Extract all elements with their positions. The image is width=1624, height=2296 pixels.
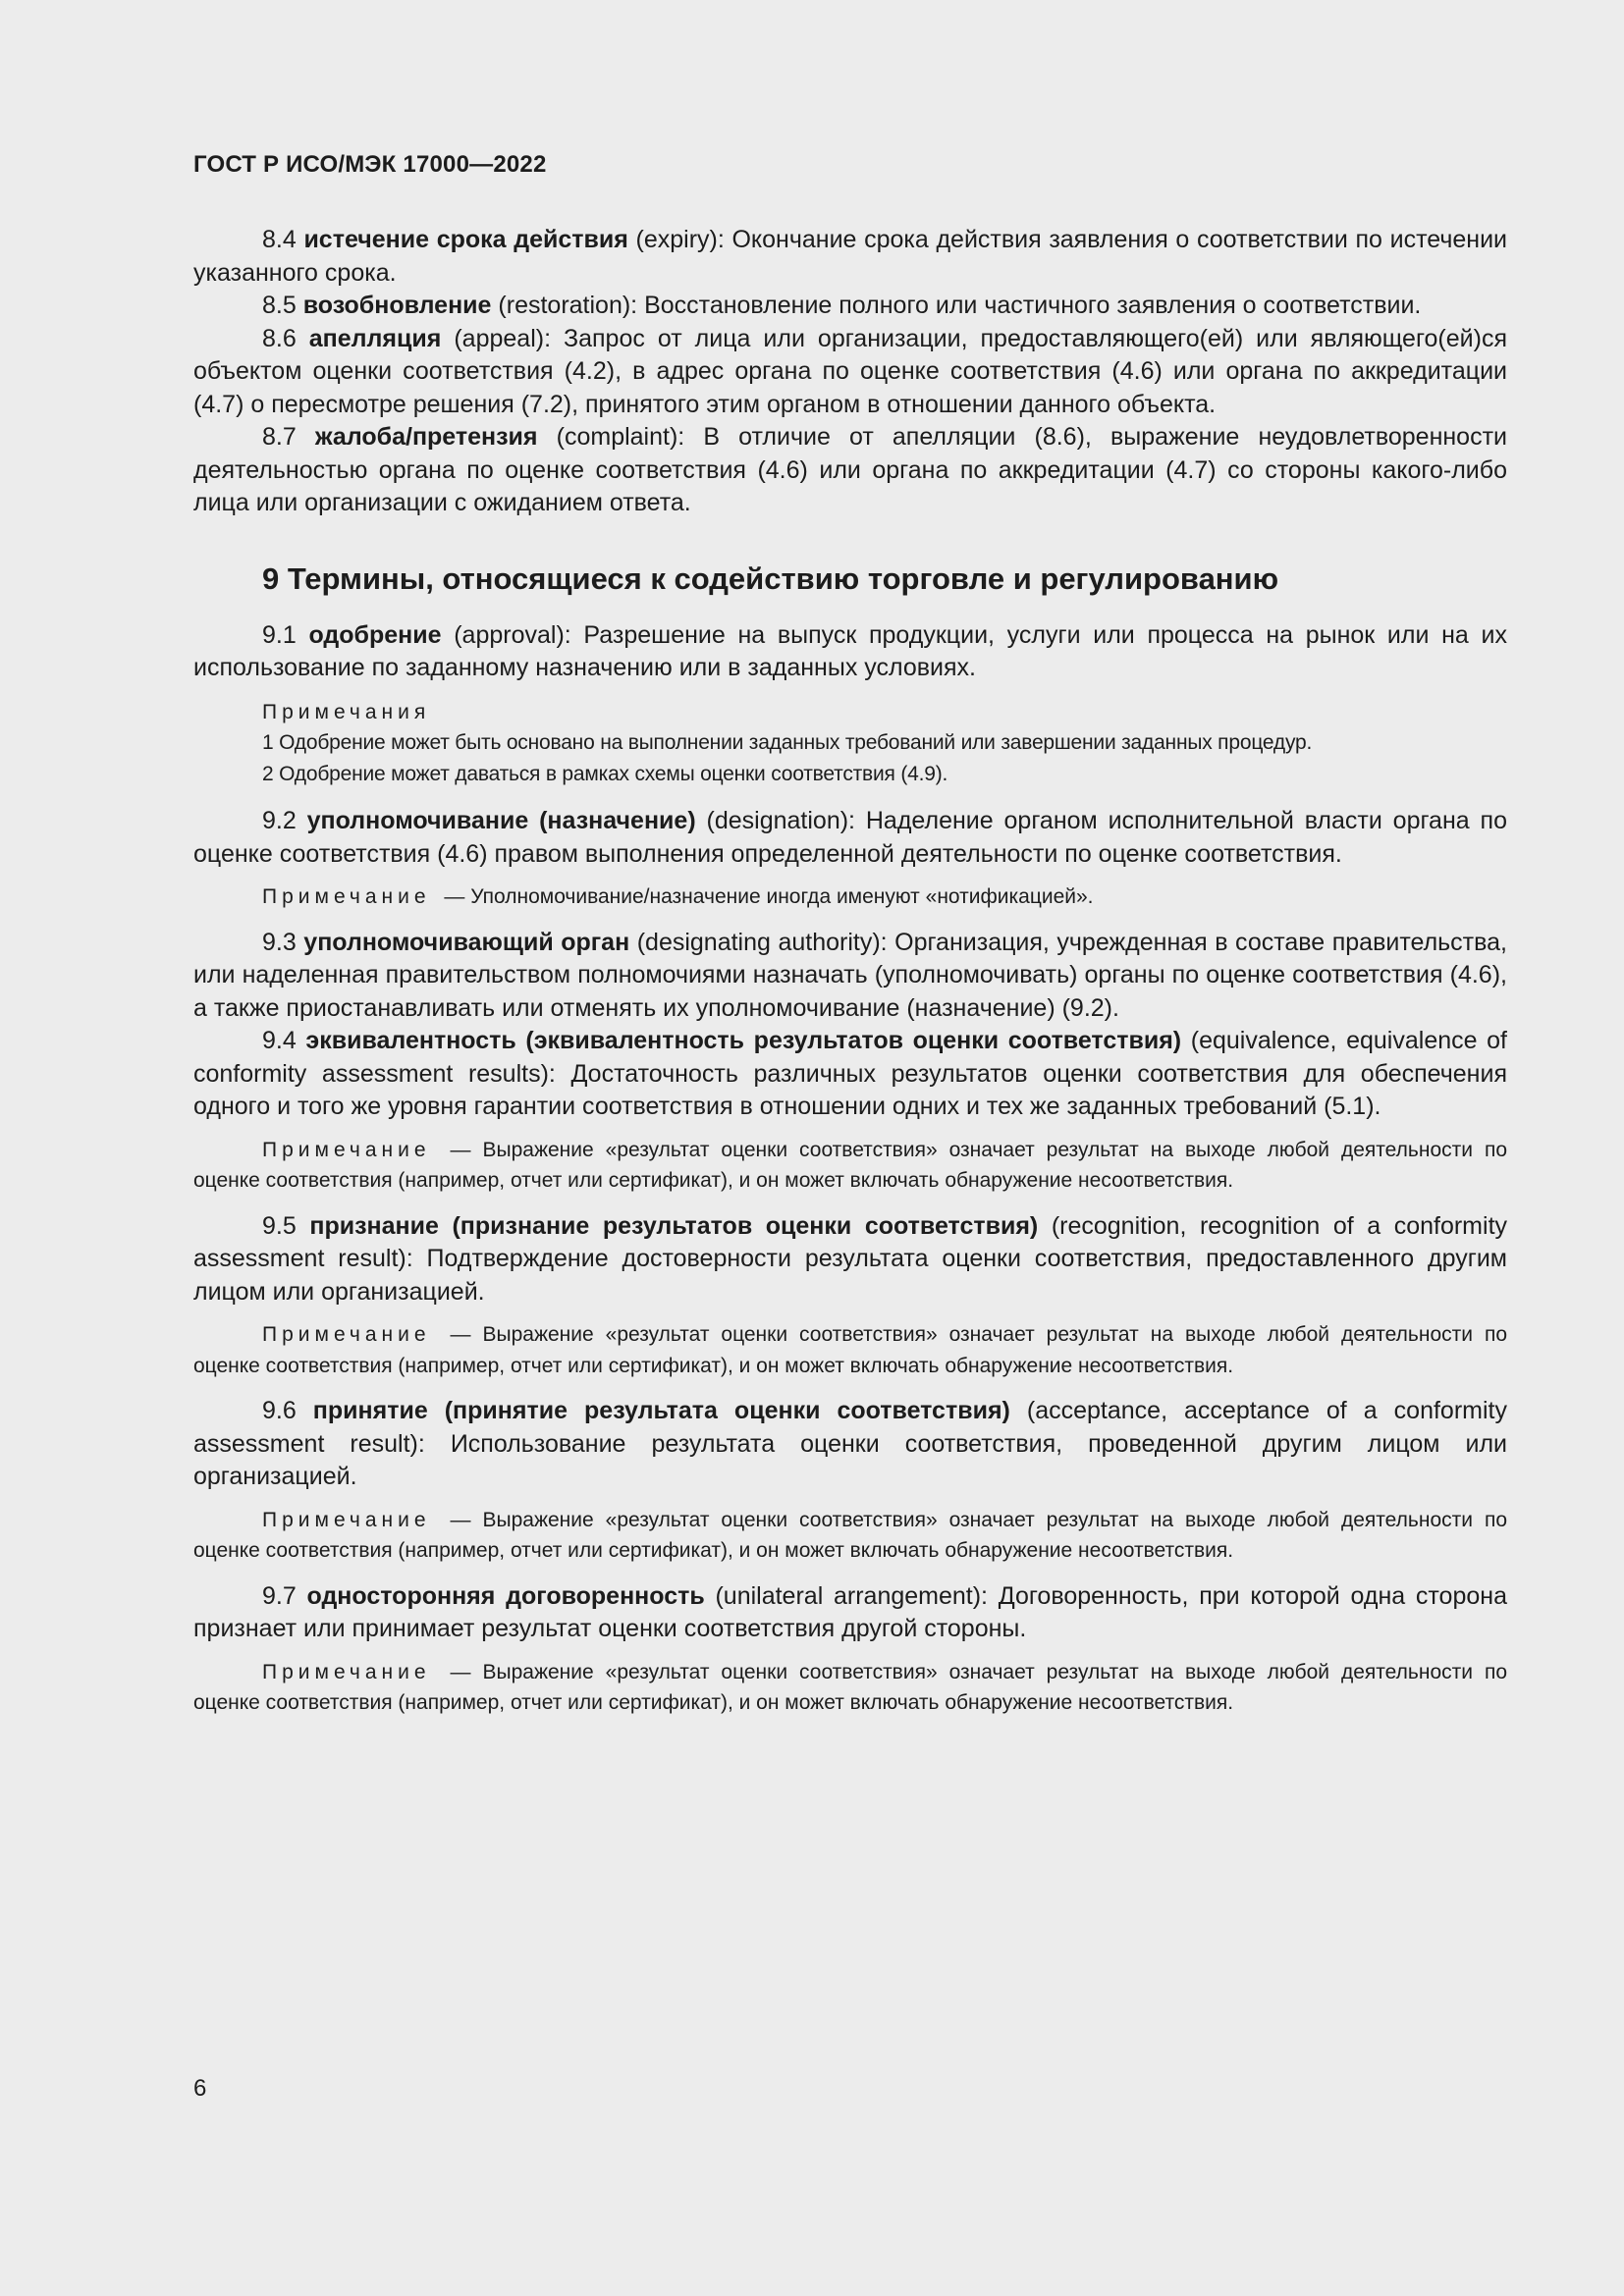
term-9-2: 9.2 уполномочивание (назначение) (designation): Наделение органом исполнительной власти органа по оценке соответствия (4.6) правом выполнения определенной деятельности по оценке соответствия. — [193, 807, 1507, 868]
term-name: уполномочивающий орган — [303, 928, 630, 956]
note-item: 1 Одобрение может быть основано на выполнении заданных требований или завершении заданных процедур. — [262, 731, 1313, 754]
term-9-1: 9.1 одобрение (approval): Разрешение на выпуск продукции, услуги или процесса на рынок или на их использование по заданному назначению или в заданных условиях. — [193, 620, 1507, 681]
note-label: Примечание — [262, 1138, 431, 1161]
document-header: ГОСТ Р ИСО/МЭК 17000—2022 — [193, 151, 547, 178]
notes-heading: Примечания — [262, 700, 431, 723]
term-name: эквивалентность (эквивалентность результатов оценки соответствия) — [305, 1027, 1182, 1054]
document-body — [193, 224, 1507, 1733]
note: Примечание — Выражение «результат оценки соответствия» означает результат на выходе любой деятельности по оценке соответствия (например, отчет или сертификат), и он может включать обнаружение несоответствия. — [193, 1323, 1508, 1377]
term-name: принятие (принятие результата оценки соответствия) — [312, 1397, 1010, 1424]
note: Примечание — Уполномочивание/назначение иногда именуют «нотификацией». — [262, 885, 1094, 908]
term-9-6: 9.6 принятие (принятие результата оценки соответствия) (acceptance, acceptance of a conformity assessment result): Использование результата оценки соответствия, проведенной другим лицом или организацией. — [193, 1397, 1507, 1490]
note-label: Примечание — [262, 1660, 431, 1683]
term-name: признание (признание результатов оценки соответствия) — [309, 1211, 1039, 1240]
note: Примечание — Выражение «результат оценки соответствия» означает результат на выходе любой деятельности по оценке соответствия (например, отчет или сертификат), и он может включать обнаружение несоответствия. — [193, 1660, 1508, 1714]
term-name: истечение срока действия — [303, 226, 628, 253]
term-8-6: 8.6 апелляция (appeal): Запрос от лица или организации, предоставляющего(ей) или являющего(ей)ся объектом оценки соответствия (4.2), в адрес органа по оценке соответствия (4.6) или органа по аккредитации (4.7) о пересмотре решения (7.2), принятого этим органом в отношении данного объекта. — [193, 324, 1507, 418]
term-8-5: 8.5 возобновление (restoration): Восстановление полного или частичного заявления о соответствии. — [262, 292, 1422, 319]
section-heading: 9 Термины, относящиеся к содействию торговле и регулированию — [262, 561, 1279, 596]
note: Примечание — Выражение «результат оценки соответствия» означает результат на выходе любой деятельности по оценке соответствия (например, отчет или сертификат), и он может включать обнаружение несоответствия. — [193, 1508, 1508, 1562]
notes-block — [193, 697, 1507, 790]
term-9-4: 9.4 эквивалентность (эквивалентность результатов оценки соответствия) (equivalence, equivalence of conformity assessment results): Достаточность различных результатов оценки соответствия для обеспечения одного и того же уровня гарантии соответствия в отношении одних и тех же заданных требований (5.1). — [193, 1027, 1507, 1120]
note-item: 2 Одобрение может даваться в рамках схемы оценки соответствия (4.9). — [262, 762, 948, 785]
term-name: возобновление — [302, 292, 492, 319]
term-9-5: 9.5 признание (признание результатов оценки соответствия) (recognition, recognition of a conformity assessment result): Подтверждение достоверности результата оценки соответствия, предоставленного другим лицом или организацией. — [193, 1211, 1508, 1306]
note: Примечание — Выражение «результат оценки соответствия» означает результат на выходе любой деятельности по оценке соответствия (например, отчет или сертификат), и он может включать обнаружение несоответствия. — [193, 1138, 1508, 1192]
term-name: апелляция — [308, 324, 442, 352]
term-8-7: 8.7 жалоба/претензия (complaint): В отличие от апелляции (8.6), выражение неудовлетворенности деятельностью органа по оценке соответствия (4.6) или органа по аккредитации (4.7) со стороны какого-либо лица или организации с ожиданием ответа. — [193, 423, 1507, 516]
note-label: Примечание — [262, 1323, 431, 1346]
term-9-7: 9.7 односторонняя договоренность (unilateral arrangement): Договоренность, при которой одна сторона признает или принимает результат оценки соответствия другой стороны. — [193, 1581, 1507, 1642]
term-9-3: 9.3 уполномочивающий орган (designating authority): Организация, учрежденная в составе правительства, или наделенная правительством полномочиями назначать (уполномочивать) органы по оценке соответствия (4.6), а также приостанавливать или отменять их уполномочивание (назначение) (9.2). — [193, 928, 1507, 1022]
term-name: уполномочивание (назначение) — [306, 807, 696, 834]
term-name: одобрение — [308, 620, 442, 649]
term-name: односторонняя договоренность — [306, 1581, 705, 1610]
term-name: жалоба/претензия — [314, 423, 538, 451]
note-label: Примечание — [262, 1508, 431, 1531]
page-number: 6 — [193, 2075, 207, 2102]
term-8-4: 8.4 истечение срока действия (expiry): Окончание срока действия заявления о соответствии по истечении указанного срока. — [193, 226, 1507, 287]
note-label: Примечание — [262, 885, 431, 908]
